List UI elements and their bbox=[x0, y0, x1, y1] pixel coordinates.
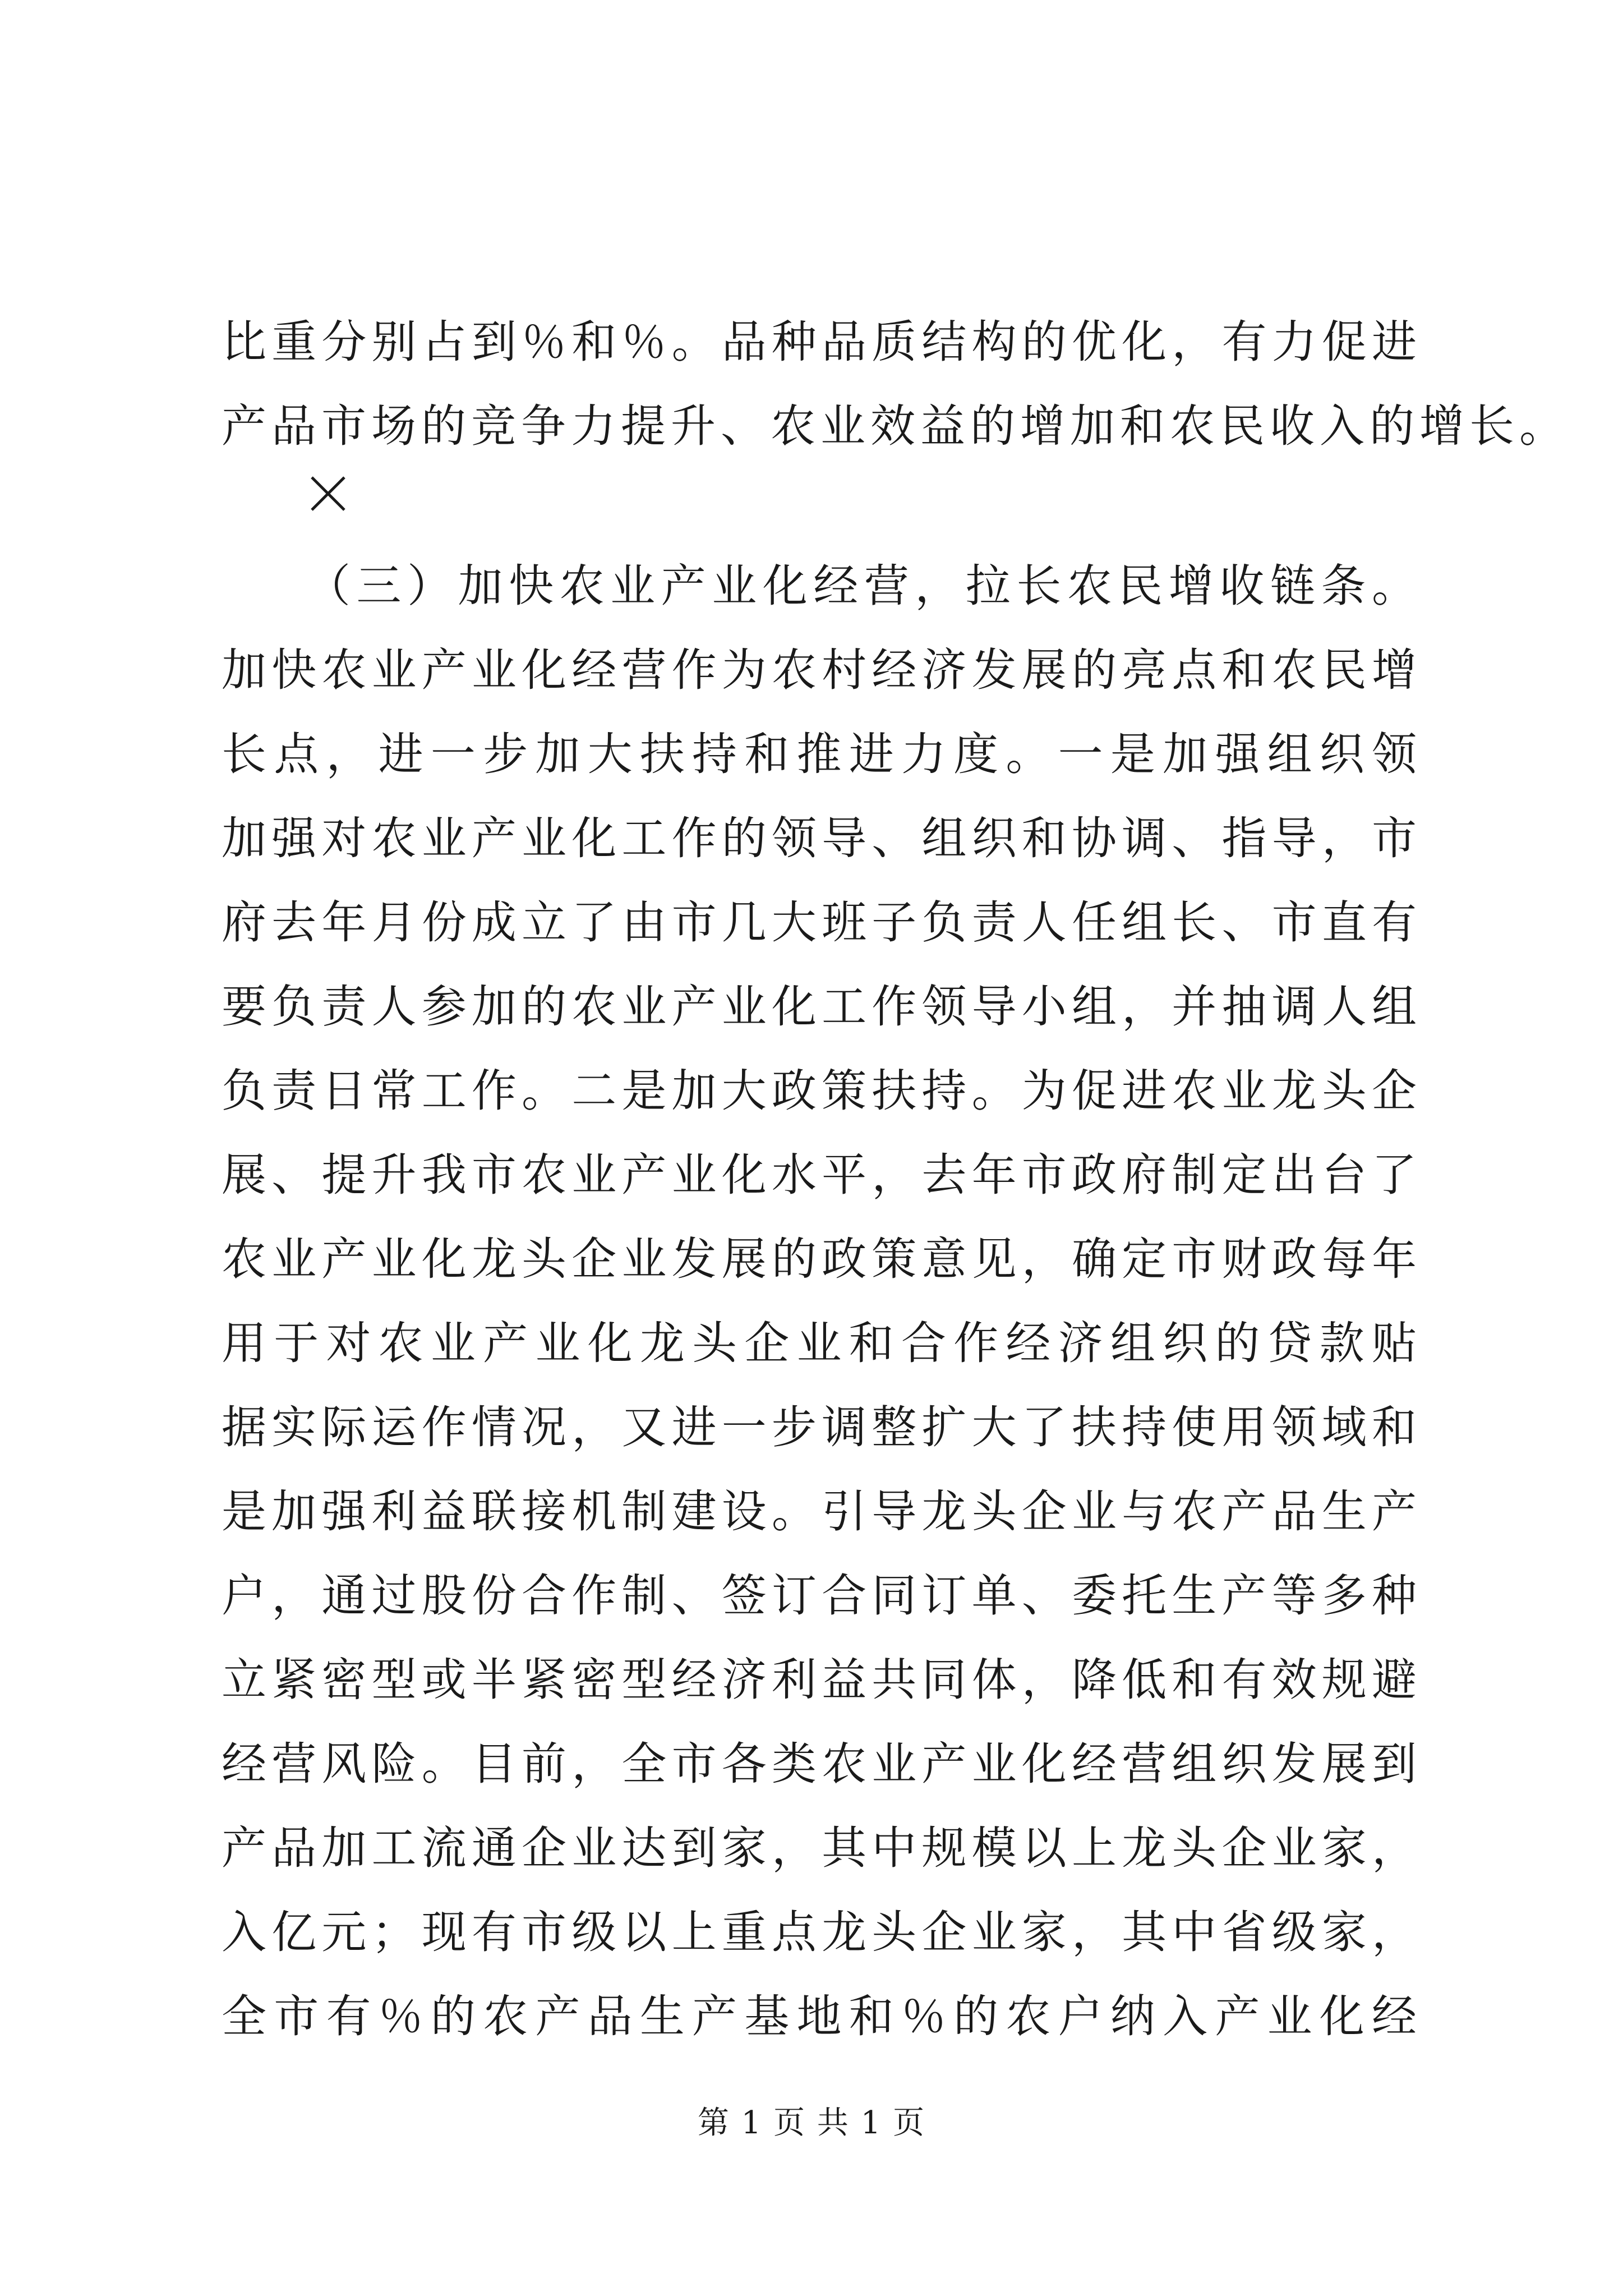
text-line-11: 农业产业化龙头企业发展的政策意见，确定市财政每年 bbox=[222, 1233, 1422, 1285]
text-line-3: （三）加快农业产业化经营，拉长农民增收链条。 bbox=[306, 560, 1422, 612]
text-line-20: 全市有％的农产品生产基地和％的农户纳入产业化经 bbox=[222, 1990, 1422, 2042]
text-line-12: 用于对农业产业化龙头企业和合作经济组织的贷款贴 bbox=[222, 1317, 1422, 1369]
text-line-19: 入亿元；现有市级以上重点龙头企业家，其中省级家， bbox=[222, 1906, 1422, 1958]
text-line-7: 府去年月份成立了由市几大班子负责人任组长、市直有 bbox=[222, 896, 1422, 949]
text-line-13: 据实际运作情况，又进一步调整扩大了扶持使用领域和 bbox=[222, 1401, 1422, 1453]
close-x-icon bbox=[306, 471, 351, 516]
text-line-17: 经营风险。目前，全市各类农业产业化经营组织发展到 bbox=[222, 1738, 1422, 1790]
text-line-4: 加快农业产业化经营作为农村经济发展的亮点和农民增 bbox=[222, 644, 1422, 696]
text-line-9: 负责日常工作。二是加大政策扶持。为促进农业龙头企 bbox=[222, 1065, 1422, 1117]
text-line-15: 户，通过股份合作制、签订合同订单、委托生产等多种 bbox=[222, 1570, 1422, 1622]
text-line-8: 要负责人参加的农业产业化工作领导小组，并抽调人组 bbox=[222, 981, 1422, 1033]
text-line-1: 比重分别占到％和％。品种品质结构的优化，有力促进 bbox=[222, 316, 1422, 368]
text-line-10: 展、提升我市农业产业化水平，去年市政府制定出台了 bbox=[222, 1149, 1422, 1201]
text-line-6: 加强对农业产业化工作的领导、组织和协调、指导，市 bbox=[222, 812, 1422, 864]
page-footer: 第 1 页 共 1 页 bbox=[697, 2105, 926, 2141]
text-line-18: 产品加工流通企业达到家，其中规模以上龙头企业家， bbox=[222, 1822, 1422, 1874]
text-line-16: 立紧密型或半紧密型经济利益共同体，降低和有效规避 bbox=[222, 1654, 1422, 1706]
text-line-2: 产品市场的竞争力提升、农业效益的增加和农民收入的增长。 bbox=[222, 400, 1569, 452]
text-line-5: 长点，进一步加大扶持和推进力度。一是加强组织领 bbox=[222, 728, 1422, 780]
text-line-14: 是加强利益联接机制建设。引导龙头企业与农产品生产 bbox=[222, 1485, 1422, 1538]
